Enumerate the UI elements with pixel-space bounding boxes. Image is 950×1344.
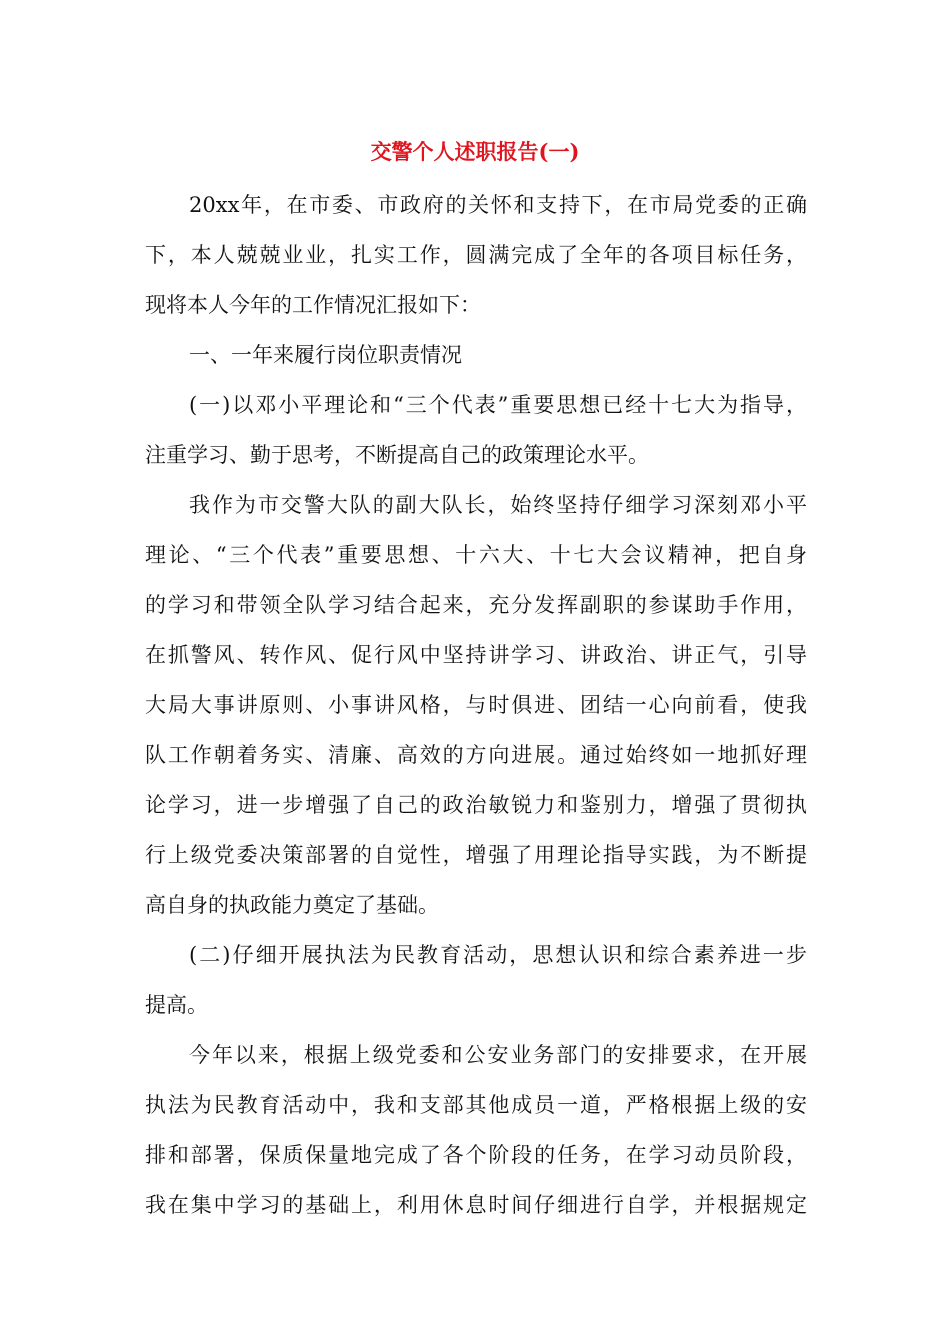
text-line: 我作为市交警大队的副大队长，始终坚持仔细学习深刻邓小平: [189, 493, 807, 517]
document-title: 交警个人述职报告(一): [370, 139, 580, 164]
text-line: (二)仔细开展执法为民教育活动，思想认识和综合素养进一步: [189, 943, 807, 967]
text-line: 的学习和带领全队学习结合起来，充分发挥副职的参谋助手作用，: [145, 593, 807, 617]
text-line: (一)以邓小平理论和“三个代表”重要思想已经十七大为指导，: [189, 393, 807, 417]
text-line: 在抓警风、转作风、促行风中坚持讲学习、讲政治、讲正气，引导: [145, 643, 807, 667]
text-line: 高自身的执政能力奠定了基础。: [145, 893, 439, 917]
text-line: 一、一年来履行岗位职责情况: [189, 343, 462, 367]
text-line: 下，本人兢兢业业，扎实工作，圆满完成了全年的各项目标任务，: [145, 243, 807, 267]
text-line: 提高。: [145, 993, 208, 1017]
text-line: 大局大事讲原则、小事讲风格，与时俱进、团结一心向前看，使我: [145, 693, 807, 717]
text-line: 现将本人今年的工作情况汇报如下：: [145, 293, 481, 317]
text-line: 排和部署，保质保量地完成了各个阶段的任务，在学习动员阶段，: [145, 1143, 807, 1167]
text-line: 注重学习、勤于思考，不断提高自己的政策理论水平。: [145, 443, 649, 467]
text-line: 队工作朝着务实、清廉、高效的方向进展。通过始终如一地抓好理: [145, 743, 807, 767]
text-line: 行上级党委决策部署的自觉性，增强了用理论指导实践，为不断提: [145, 843, 807, 867]
text-line: 执法为民教育活动中，我和支部其他成员一道，严格根据上级的安: [145, 1093, 807, 1117]
text-line: 论学习，进一步增强了自己的政治敏锐力和鉴别力，增强了贯彻执: [145, 793, 807, 817]
text-line: 理论、“三个代表”重要思想、十六大、十七大会议精神，把自身: [145, 543, 807, 567]
text-line: 我在集中学习的基础上，利用休息时间仔细进行自学，并根据规定: [145, 1193, 807, 1217]
document-body: [145, 180, 807, 1230]
text-line: 20xx年，在市委、市政府的关怀和支持下，在市局党委的正确: [189, 193, 807, 217]
text-line: 今年以来，根据上级党委和公安业务部门的安排要求，在开展: [189, 1043, 807, 1067]
